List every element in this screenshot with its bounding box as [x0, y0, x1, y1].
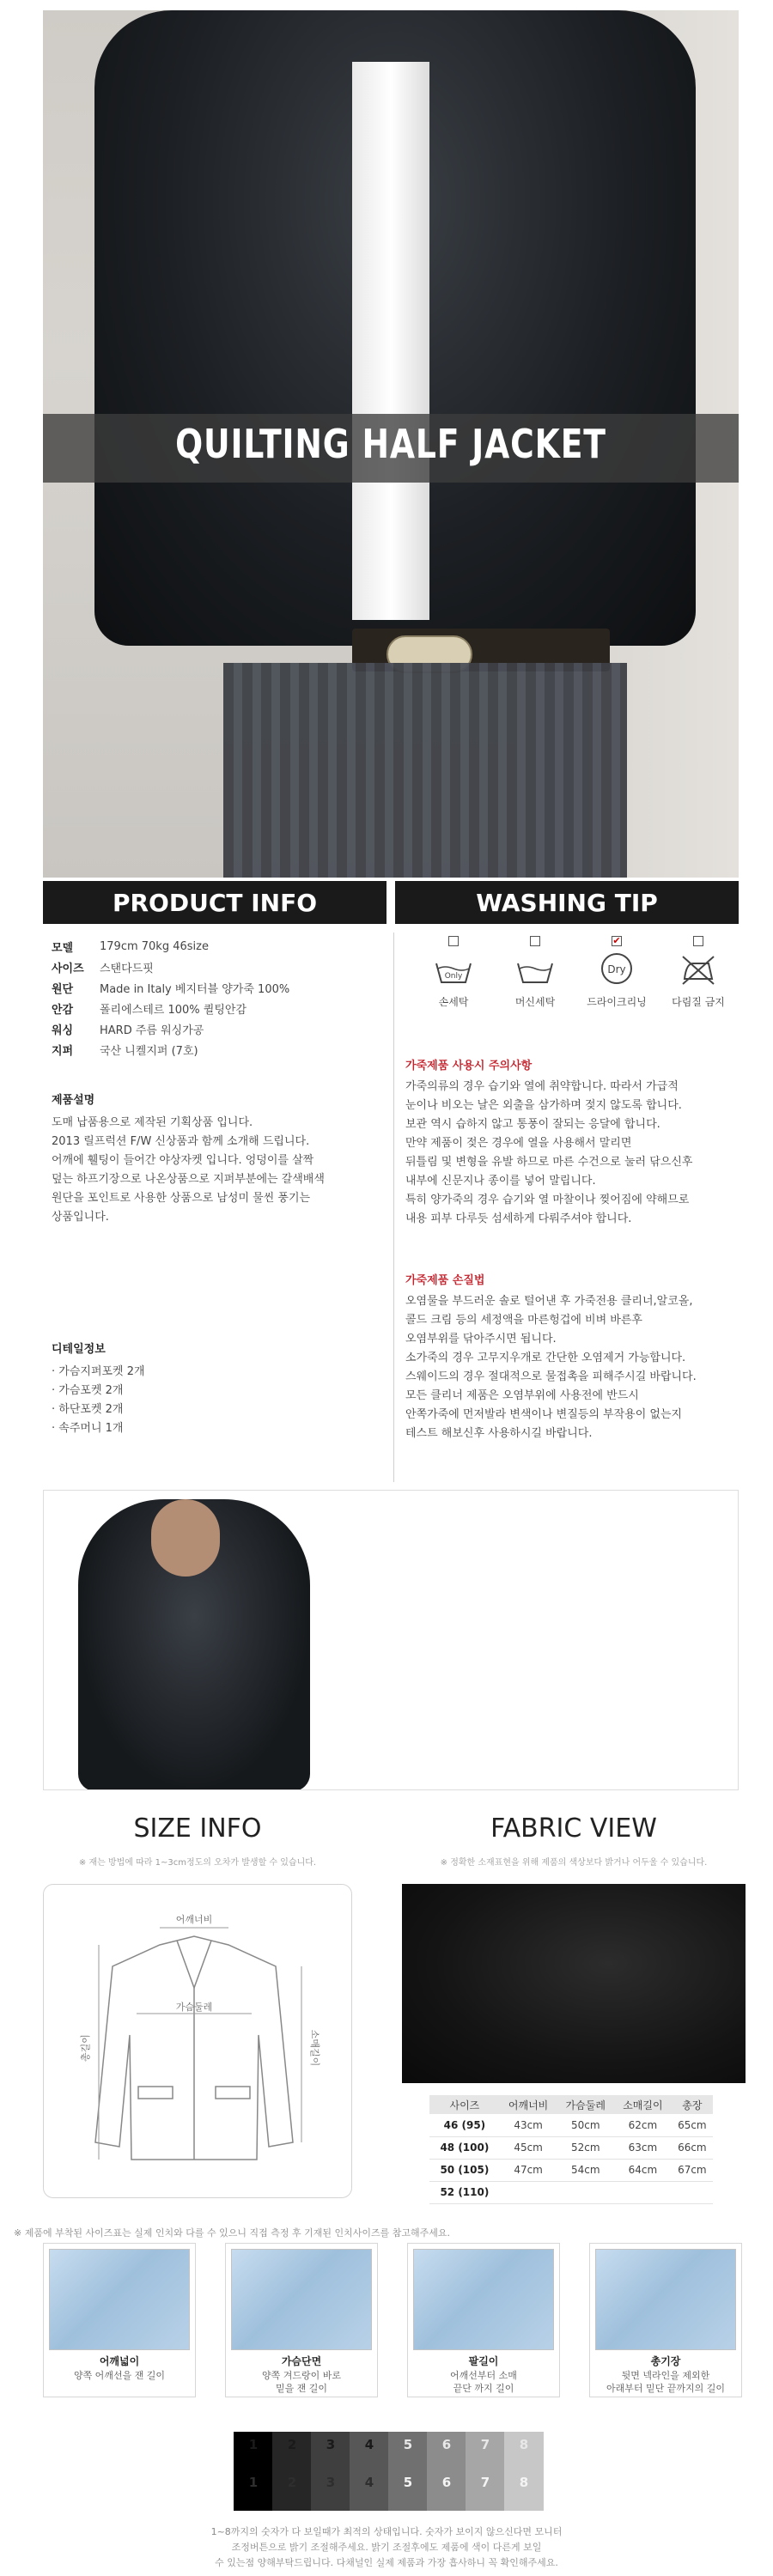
info-value: HARD 주름 워싱가공	[100, 1024, 204, 1037]
size-table-header	[429, 2095, 713, 2114]
product-info-table	[52, 936, 386, 1060]
care-hand-wash	[419, 936, 488, 1009]
only-text: Only	[444, 972, 463, 981]
swatch-number-bottom: 3	[326, 2475, 336, 2490]
measure-desc-line: 아래부터 밑단 끝까지의 길이	[606, 2383, 725, 2394]
size-header-cell: 사이즈	[429, 2095, 500, 2114]
measure-desc-line: 끝단 까지 길이	[453, 2383, 514, 2394]
table-cell: 52cm	[557, 2136, 614, 2159]
table-cell: 54cm	[557, 2159, 614, 2181]
checkbox-checked-icon: ✔	[612, 935, 621, 946]
calibration-swatch	[388, 2432, 428, 2511]
jacket-diagram-icon	[44, 1885, 351, 2197]
description-line: 덮는 하프기장으로 나온상품으로 지퍼부분에는 갈색배색	[52, 1173, 325, 1186]
model-head	[151, 1499, 220, 1577]
care-line: 안쪽가죽에 먼저발라 변색이나 변질등의 부작용이 없는지	[405, 1408, 683, 1421]
footer-line: 수 있는점 양해부탁드립니다. 다채널인 실제 제품과 가장 흡사하니 꼭 확인해주세요.	[215, 2557, 558, 2568]
description-line: 상품입니다.	[52, 1211, 109, 1224]
table-row	[429, 2136, 713, 2159]
swatch-number-top: 8	[519, 2437, 529, 2452]
care-line: 모든 클리너 제품은 오염부위에 사용전에 반드시	[405, 1389, 639, 1402]
info-row	[52, 936, 386, 957]
care-line: 스웨이드의 경우 절대적으로 물접촉을 피해주시길 바랍니다.	[405, 1370, 697, 1383]
hero-title: QUILTING HALF JACKET	[175, 421, 606, 467]
caution-line: 눈이나 비오는 날은 외출을 삼가하며 젖지 않도록 합니다.	[405, 1099, 682, 1112]
swatch-number-top: 2	[287, 2437, 297, 2452]
measure-shoulder	[43, 2243, 196, 2397]
info-value: 179cm 70kg 46size	[100, 939, 209, 953]
info-value: 스탠다드핏	[100, 962, 154, 975]
care-label: 손세탁	[438, 996, 469, 1008]
washing-tip-header: WASHING TIP	[395, 881, 739, 924]
table-cell	[500, 2181, 557, 2203]
measure-photo	[413, 2249, 554, 2350]
measure-desc-line: 어깨선부터 소매	[450, 2370, 517, 2381]
calibration-swatch	[272, 2432, 312, 2511]
fabric-view-note: ※ 정확한 소재표현을 위해 제품의 색상보다 밝거나 어두울 수 있습니다.	[440, 1858, 708, 1868]
info-value: 국산 니켈지퍼 (7호)	[100, 1044, 198, 1058]
length-label: 총길이	[80, 2034, 91, 2062]
table-cell: 52 (110)	[429, 2181, 500, 2203]
caution-line: 특히 양가죽의 경우 습기와 열 마찰이나 찢어짐에 약해므로	[405, 1194, 690, 1206]
info-row	[52, 1018, 386, 1039]
measure-desc	[226, 2369, 377, 2395]
table-cell: 43cm	[500, 2114, 557, 2136]
table-cell: 67cm	[672, 2159, 713, 2181]
swatch-number-bottom: 1	[248, 2475, 259, 2490]
table-cell	[672, 2181, 713, 2203]
shoulder-label: 어깨너비	[175, 1914, 213, 1925]
care-line: 오염부위를 닦아주시면 됩니다.	[405, 1333, 557, 1346]
size-header-cell: 가슴둘레	[557, 2095, 614, 2114]
swatch-number-top: 4	[364, 2437, 374, 2452]
table-cell: 50 (105)	[429, 2159, 500, 2181]
detail-item: · 가슴지퍼포켓 2개	[52, 1365, 145, 1378]
monitor-calibration-strip	[234, 2432, 546, 2518]
footer-line: 1~8까지의 숫자가 다 보일때가 최적의 상태입니다. 숫자가 보이지 않으신다면 모니터	[210, 2526, 563, 2537]
info-row	[52, 998, 386, 1018]
caution-line: 뒤틀림 및 변형을 유발 하므로 마른 수건으로 눌러 닦으신후	[405, 1156, 693, 1169]
care-dry-clean	[582, 936, 651, 1009]
table-row	[429, 2114, 713, 2136]
caution-section	[405, 1056, 740, 1229]
description-line: 원단을 포인트로 사용한 상품으로 남성미 물씬 풍기는	[52, 1192, 311, 1205]
footer-note	[34, 2524, 739, 2571]
measure-desc	[44, 2369, 195, 2382]
measure-label: 어깨넓이	[99, 2355, 140, 2367]
care-label: 머신세탁	[514, 996, 556, 1008]
size-info-title: SIZE INFO	[133, 1814, 262, 1844]
measure-desc-line: 양쪽 어깨선을 잰 길이	[73, 2370, 166, 2381]
info-value: 폴리에스테르 100% 퀼팅안감	[100, 1003, 247, 1017]
hand-wash-icon	[433, 951, 474, 986]
measure-desc-line: 밑을 잰 길이	[275, 2383, 328, 2394]
swatch-number-top: 7	[480, 2437, 490, 2452]
table-cell: 64cm	[614, 2159, 672, 2181]
caution-line: 만약 제품이 젖은 경우에 열을 사용해서 말리면	[405, 1137, 632, 1150]
swatch-number-bottom: 4	[364, 2475, 374, 2490]
swatch-number-bottom: 7	[480, 2475, 490, 2490]
swatch-number-bottom: 8	[519, 2475, 529, 2490]
table-cell	[557, 2181, 614, 2203]
model-photo	[43, 1490, 739, 1790]
care-line: 소가죽의 경우 고무지우개로 간단한 오염제거 가능합니다.	[405, 1352, 686, 1364]
table-cell: 66cm	[672, 2136, 713, 2159]
footer-line: 조정버튼으로 밝기 조절해주세요. 밝기 조절후에도 제품에 색이 다른게 보일	[231, 2542, 542, 2553]
swatch-number-bottom: 5	[403, 2475, 413, 2490]
swatch-number-top: 1	[248, 2437, 259, 2452]
product-info-header: PRODUCT INFO	[43, 881, 386, 924]
measure-sleeve	[407, 2243, 560, 2397]
table-cell: 50cm	[557, 2114, 614, 2136]
description-line: 2013 릴프럭션 F/W 신상품과 함께 소개해 드립니다.	[52, 1135, 310, 1148]
table-cell: 62cm	[614, 2114, 672, 2136]
plaid-pants	[223, 663, 627, 878]
info-key: 워싱	[52, 1024, 74, 1037]
info-row	[52, 1039, 386, 1060]
calibration-swatch	[311, 2432, 350, 2511]
caution-line: 내용 피부 다루듯 섬세하게 다뤄주셔야 합니다.	[405, 1212, 632, 1225]
calibration-swatch	[466, 2432, 505, 2511]
sleeve-label: 소매길이	[309, 2029, 320, 2067]
measure-desc-line: 뒷면 넥라인을 제외한	[621, 2370, 710, 2381]
size-table	[429, 2095, 713, 2204]
hero-image	[43, 10, 739, 878]
size-header-cell: 총장	[672, 2095, 713, 2114]
measure-photo	[231, 2249, 372, 2350]
info-key: 안감	[52, 1003, 74, 1017]
measure-desc-line: 양쪽 겨드랑이 바로	[261, 2370, 341, 2381]
caution-title: 가죽제품 사용시 주의사항	[405, 1060, 533, 1072]
description-line: 도매 납품용으로 제작된 기획상품 입니다.	[52, 1116, 253, 1129]
measure-photo	[49, 2249, 190, 2350]
measure-label: 팔길이	[468, 2355, 499, 2367]
size-diagram-panel	[43, 1884, 352, 2198]
measure-length	[589, 2243, 742, 2397]
table-cell: 46 (95)	[429, 2114, 500, 2136]
swatch-number-bottom: 2	[287, 2475, 297, 2490]
size-header-cell: 소매길이	[614, 2095, 672, 2114]
info-key: 지퍼	[52, 1044, 74, 1058]
measure-desc	[408, 2369, 559, 2395]
info-key: 원단	[52, 982, 74, 996]
info-key: 모델	[52, 941, 74, 955]
no-iron-icon	[678, 951, 719, 986]
table-row	[429, 2181, 713, 2203]
caution-line: 내부에 신문지나 종이를 넣어 말립니다.	[405, 1175, 596, 1188]
care-label: 다림질 금지	[672, 996, 725, 1008]
care-line: 콜드 크림 등의 세정액을 마른헝겁에 비벼 바른후	[405, 1314, 642, 1327]
size-info-note: ※ 재는 방법에 따라 1~3cm정도의 오차가 발생할 수 있습니다.	[78, 1858, 317, 1868]
size-header-cell: 어깨너비	[500, 2095, 557, 2114]
description-line: 어깨에 휄팅이 들어간 야상자켓 입니다. 엉덩이를 살짝	[52, 1154, 314, 1167]
calibration-swatch	[350, 2432, 389, 2511]
calibration-swatch	[234, 2432, 273, 2511]
measure-chest	[225, 2243, 378, 2397]
table-cell: 65cm	[672, 2114, 713, 2136]
checkbox-icon	[693, 936, 703, 946]
table-cell	[614, 2181, 672, 2203]
measure-label: 총기장	[650, 2355, 681, 2367]
detail-title: 디테일정보	[52, 1343, 106, 1356]
swatch-number-bottom: 6	[441, 2475, 452, 2490]
swatch-number-top: 6	[441, 2437, 452, 2452]
info-value: Made in Italy 베지터블 양가죽 100%	[100, 982, 290, 996]
product-description	[52, 1091, 386, 1227]
care-line: 오염물을 부드러운 솔로 털어낸 후 가죽전용 클리너,알코올,	[405, 1295, 693, 1308]
table-cell: 48 (100)	[429, 2136, 500, 2159]
machine-wash-icon	[514, 951, 556, 986]
info-row	[52, 957, 386, 977]
white-shirt	[352, 62, 429, 620]
care-section	[405, 1271, 740, 1443]
dry-text: Dry	[607, 963, 626, 975]
fabric-view-title: FABRIC VIEW	[490, 1814, 657, 1844]
care-title: 가죽제품 손질법	[405, 1274, 485, 1287]
caution-line: 보관 역시 습하지 않고 통풍이 잘되는 응달에 합니다.	[405, 1118, 660, 1131]
swatch-number-top: 5	[403, 2437, 413, 2452]
caution-line: 가죽의류의 경우 습기와 열에 취약합니다. 따라서 가급적	[405, 1080, 679, 1093]
care-label: 드라이크리닝	[587, 996, 647, 1008]
checkbox-icon	[448, 936, 459, 946]
checkbox-icon	[530, 936, 540, 946]
size-notice: ※ 제품에 부착된 사이즈표는 실제 인치와 다를 수 있으니 직접 측정 후 기재된 인치사이즈를 참고해주세요.	[14, 2227, 450, 2239]
table-cell: 45cm	[500, 2136, 557, 2159]
description-title: 제품설명	[52, 1094, 95, 1107]
care-no-iron	[664, 936, 733, 1009]
table-row	[429, 2159, 713, 2181]
column-divider	[393, 933, 394, 1482]
measure-photo	[595, 2249, 736, 2350]
care-icons	[419, 936, 737, 1030]
fabric-swatch-image	[402, 1884, 746, 2083]
measure-desc	[590, 2369, 741, 2395]
info-key: 사이즈	[52, 962, 84, 975]
measure-label: 가슴단면	[281, 2355, 322, 2367]
swatch-number-top: 3	[326, 2437, 336, 2452]
product-details	[52, 1340, 386, 1438]
care-machine-wash	[501, 936, 569, 1009]
calibration-swatch	[427, 2432, 466, 2511]
calibration-swatch	[504, 2432, 544, 2511]
table-cell: 47cm	[500, 2159, 557, 2181]
dry-clean-icon	[596, 951, 637, 986]
chest-label: 가슴둘레	[175, 2002, 213, 2013]
detail-item: · 하단포켓 2개	[52, 1403, 124, 1416]
info-row	[52, 977, 386, 998]
care-line: 테스트 해보신후 사용하시길 바랍니다.	[405, 1427, 593, 1440]
detail-item: · 가슴포켓 2개	[52, 1384, 124, 1397]
table-cell: 63cm	[614, 2136, 672, 2159]
detail-item: · 속주머니 1개	[52, 1422, 124, 1435]
